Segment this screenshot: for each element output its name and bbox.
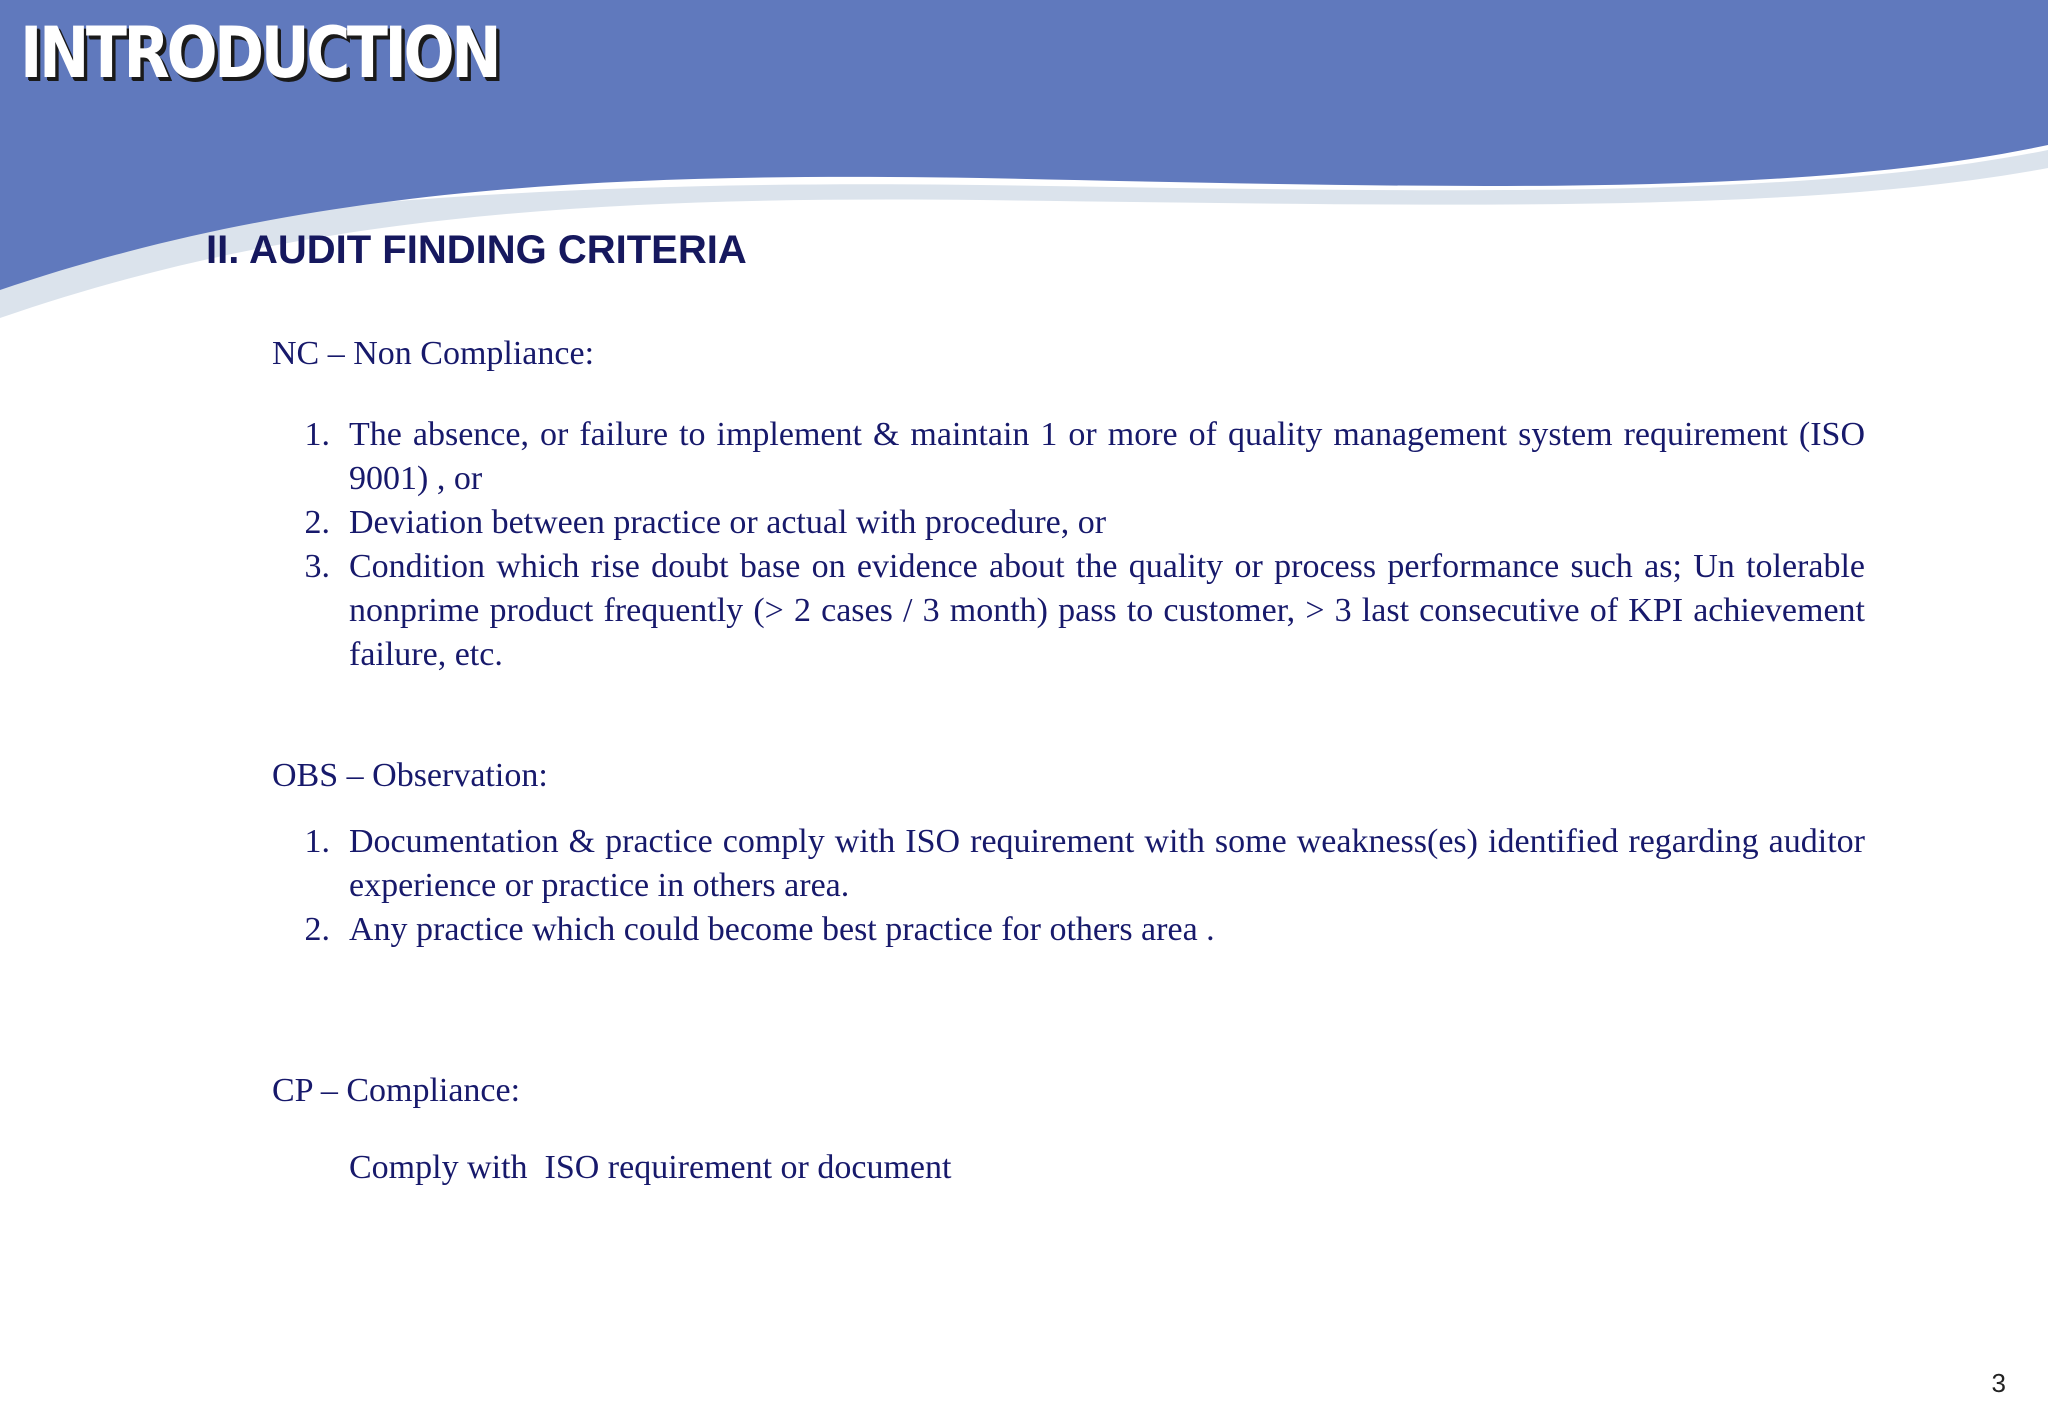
list-item-number: 1. bbox=[304, 416, 330, 453]
section-heading: II. AUDIT FINDING CRITERIA bbox=[206, 228, 747, 272]
slide-title: INTRODUCTION bbox=[20, 12, 499, 94]
list-item-text: Deviation between practice or actual with procedure, or bbox=[349, 504, 1107, 541]
list-item-text: The absence, or failure to implement & maintain 1 or more of quality management system requirement (ISO 9001) , or bbox=[349, 416, 1865, 497]
list-item bbox=[304, 820, 1865, 908]
obs-heading: OBS – Observation: bbox=[272, 757, 548, 794]
list-item bbox=[304, 908, 1865, 952]
list-item-text: Any practice which could become best practice for others area . bbox=[349, 911, 1215, 948]
list-item bbox=[304, 501, 1865, 545]
cp-description: Comply with ISO requirement or document bbox=[349, 1149, 952, 1186]
cp-heading: CP – Compliance: bbox=[272, 1072, 521, 1109]
nc-heading: NC – Non Compliance: bbox=[272, 335, 595, 372]
list-item bbox=[304, 545, 1865, 677]
list-item-text: Documentation & practice comply with ISO requirement with some weakness(es) identified regarding auditor experience or practice in others area. bbox=[349, 823, 1865, 904]
list-item-number: 2. bbox=[304, 911, 330, 948]
nc-list bbox=[304, 413, 1865, 677]
list-item-number: 3. bbox=[304, 548, 330, 585]
page-number: 3 bbox=[1991, 1368, 2006, 1398]
list-item-number: 1. bbox=[304, 823, 330, 860]
obs-list bbox=[304, 820, 1865, 952]
list-item-number: 2. bbox=[304, 504, 330, 541]
list-item bbox=[304, 413, 1865, 501]
list-item-text: Condition which rise doubt base on evidence about the quality or process performance such as; Un tolerable nonprime product frequently (> 2 cases / 3 month) pass to customer, > 3 last consecutive of KPI achievement failure, etc. bbox=[349, 548, 1865, 673]
